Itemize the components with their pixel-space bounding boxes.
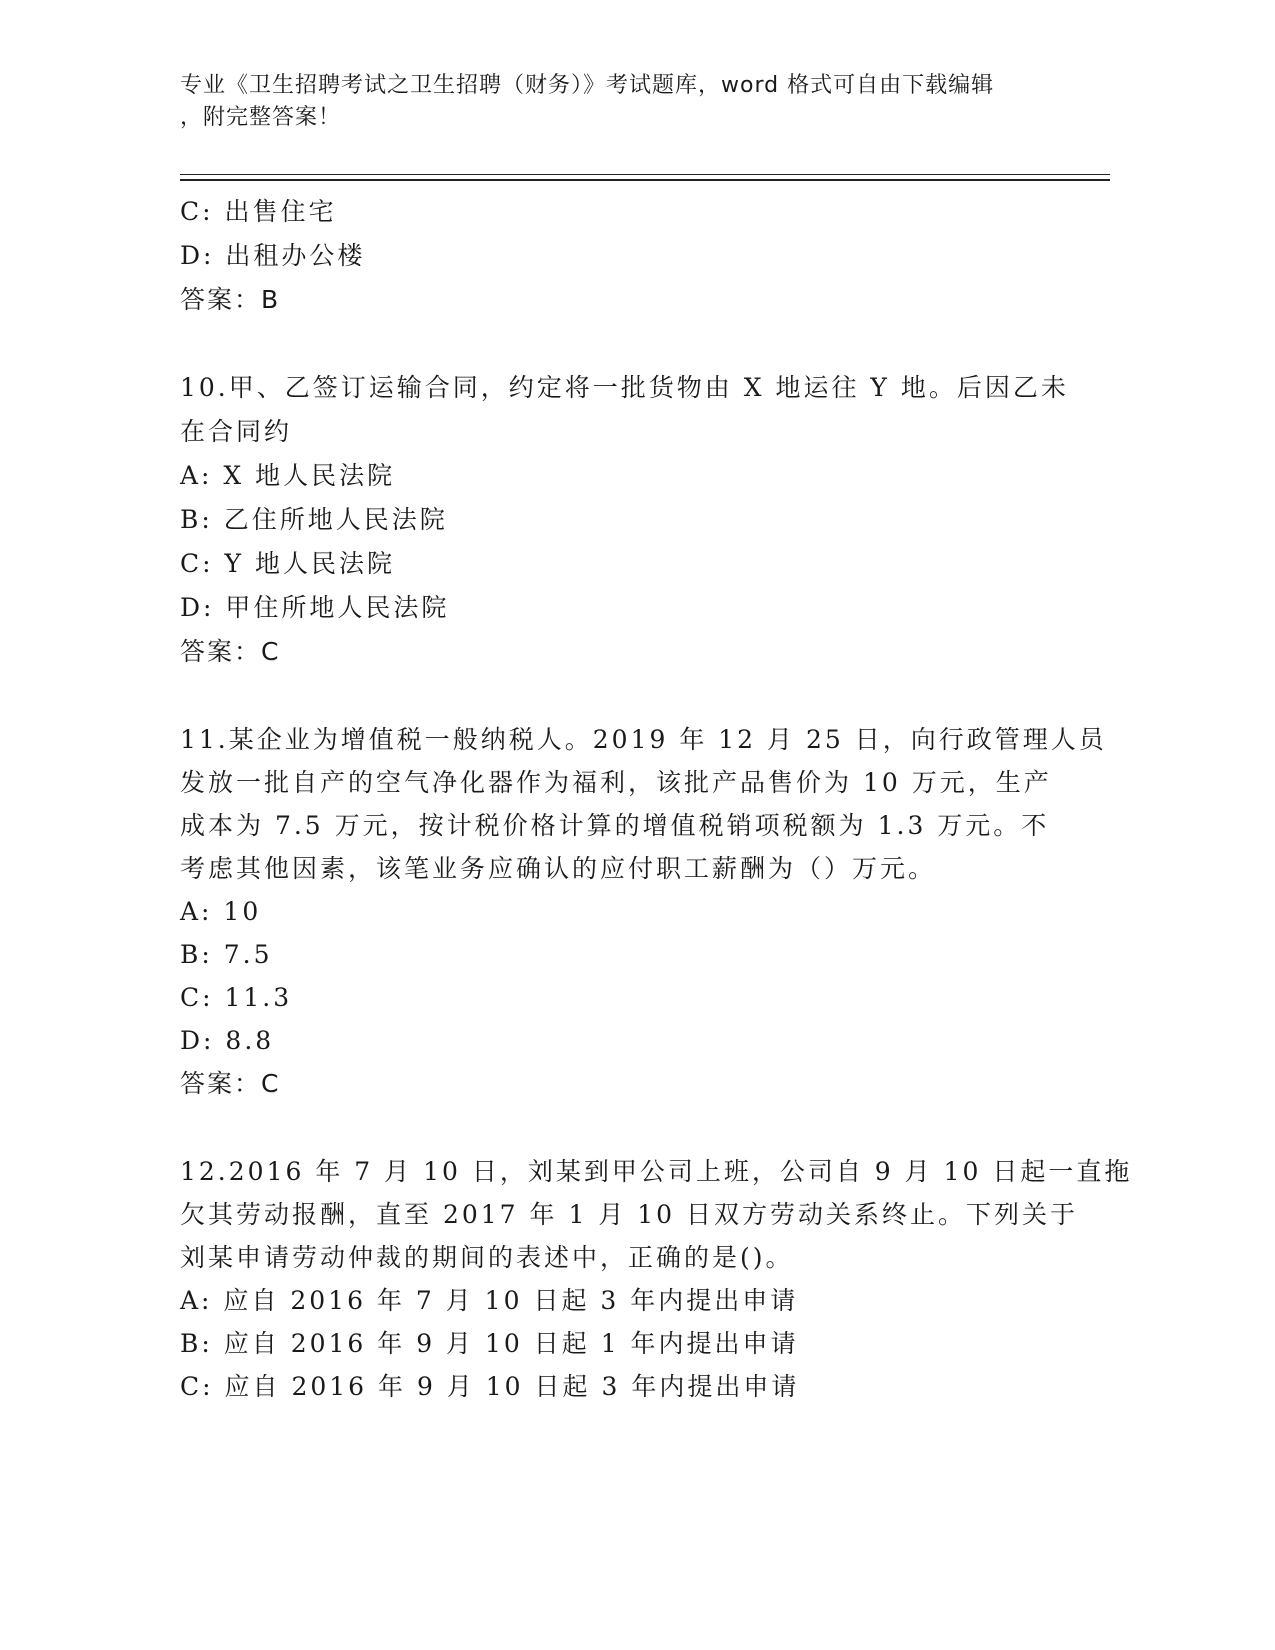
document-header bbox=[180, 70, 1040, 134]
header-line-2: ，附完整答案！ bbox=[180, 105, 342, 130]
option-c: C: 出售住宅 bbox=[180, 197, 337, 226]
question-10-stem-line: 10.甲、乙签订运输合同，约定将一批货物由 X 地运往 Y 地。后因乙未 bbox=[180, 373, 1069, 402]
option-c: C: 11.3 bbox=[180, 983, 293, 1012]
question-10-stem-line: 在合同约 bbox=[180, 417, 293, 446]
option-a: A: 10 bbox=[180, 897, 262, 926]
question-10-block bbox=[180, 366, 1069, 674]
question-12-stem-line: 12.2016 年 7 月 10 日，刘某到甲公司上班，公司自 9 月 10 日起一直拖 bbox=[180, 1157, 1133, 1186]
answer-line: 答案：B bbox=[180, 285, 281, 314]
question-11-stem-line: 11.某企业为增值税一般纳税人。2019 年 12 月 25 日，向行政管理人员 bbox=[180, 725, 1107, 754]
prev-question-block bbox=[180, 190, 1060, 322]
answer-line: 答案：C bbox=[180, 637, 281, 666]
question-11-stem-line: 考虑其他因素，该笔业务应确认的应付职工薪酬为（）万元。 bbox=[180, 854, 937, 883]
answer-line: 答案：C bbox=[180, 1069, 281, 1098]
option-a: A: X 地人民法院 bbox=[180, 461, 396, 490]
option-c: C: Y 地人民法院 bbox=[180, 549, 395, 578]
question-11-stem-line: 成本为 7.5 万元，按计税价格计算的增值税销项税额为 1.3 万元。不 bbox=[180, 811, 1050, 840]
question-content bbox=[180, 190, 1133, 1408]
question-12-block bbox=[180, 1150, 1133, 1408]
option-d: D: 出租办公楼 bbox=[180, 241, 366, 270]
question-12-stem-line: 欠其劳动报酬，直至 2017 年 1 月 10 日双方劳动关系终止。下列关于 bbox=[180, 1200, 1079, 1229]
header-rule-thin bbox=[180, 174, 1110, 175]
question-12-stem-line: 刘某申请劳动仲裁的期间的表述中，正确的是()。 bbox=[180, 1243, 794, 1272]
option-b: B: 7.5 bbox=[180, 940, 273, 969]
option-c: C: 应自 2016 年 9 月 10 日起 3 年内提出申请 bbox=[180, 1372, 800, 1401]
option-d: D: 甲住所地人民法院 bbox=[180, 593, 450, 622]
option-a: A: 应自 2016 年 7 月 10 日起 3 年内提出申请 bbox=[180, 1286, 799, 1315]
option-b: B: 应自 2016 年 9 月 10 日起 1 年内提出申请 bbox=[180, 1329, 799, 1358]
header-line-1: 专业《卫生招聘考试之卫生招聘（财务）》考试题库，word 格式可自由下载编辑 bbox=[180, 73, 995, 98]
question-11-stem-line: 发放一批自产的空气净化器作为福利，该批产品售价为 10 万元，生产 bbox=[180, 768, 1052, 797]
option-d: D: 8.8 bbox=[180, 1026, 275, 1055]
option-b: B: 乙住所地人民法院 bbox=[180, 505, 448, 534]
header-rule-thick bbox=[180, 179, 1110, 181]
question-11-block bbox=[180, 718, 1107, 1106]
